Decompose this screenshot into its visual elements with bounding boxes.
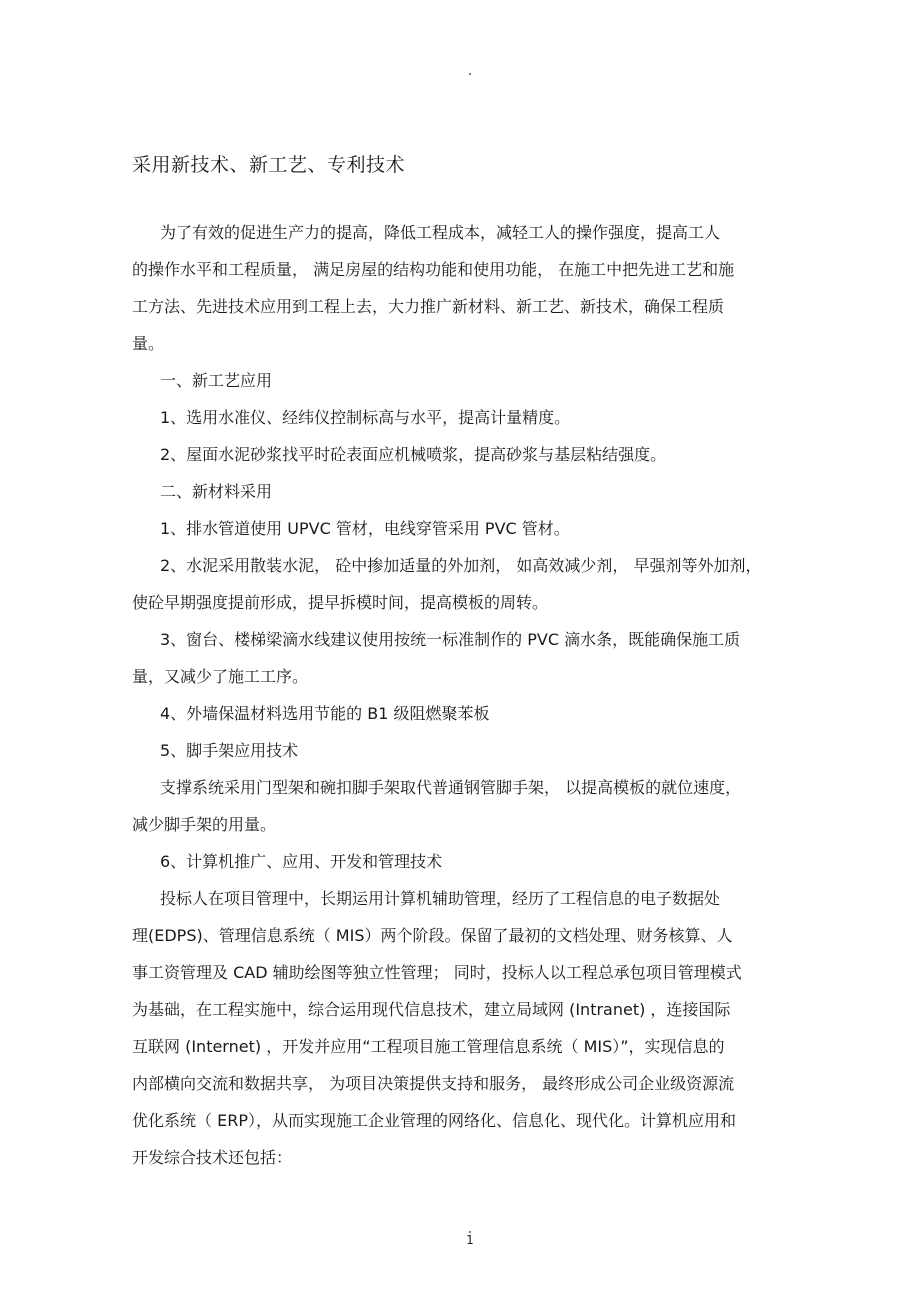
list-item: 1、选用水准仪、经纬仪控制标高与水平，提高计量精度。: [160, 408, 571, 427]
paragraph-line: 互联网 (Internet) ，开发并应用“工程项目施工管理信息系统（ MIS）”，实现信息的: [132, 1037, 725, 1056]
paragraph-line: 的操作水平和工程质量， 满足房屋的结构功能和使用功能， 在施工中把先进工艺和施: [132, 260, 735, 279]
page-number: 1: [466, 1233, 474, 1247]
list-item: 1、排水管道使用 UPVC 管材，电线穿管采用 PVC 管材。: [160, 519, 570, 538]
page-title: 采用新技术、新工艺、专利技术: [132, 154, 406, 176]
paragraph-line: 使砼早期强度提前形成，提早拆模时间，提高模板的周转。: [132, 593, 549, 612]
paragraph-line: 为了有效的促进生产力的提高，降低工程成本，减轻工人的操作强度，提高工人: [160, 223, 721, 242]
paragraph-line: 量，又减少了施工工序。: [132, 667, 309, 686]
list-item: 6、计算机推广、应用、开发和管理技术: [160, 852, 443, 871]
list-item: 2、屋面水泥砂浆找平时砼表面应机械喷浆，提高砂浆与基层粘结强度。: [160, 445, 667, 464]
paragraph-line: 内部横向交流和数据共享， 为项目决策提供支持和服务， 最终形成公司企业级资源流: [132, 1074, 735, 1093]
paragraph-line: 工方法、先进技术应用到工程上去，大力推广新材料、新工艺、新技术，确保工程质: [132, 297, 725, 316]
paragraph-line: 理(EDPS)、管理信息系统（ MIS）两个阶段。保留了最初的文档处理、财务核算、人: [132, 926, 733, 945]
document-body: [132, 214, 802, 1176]
paragraph-line: 优化系统（ ERP），从而实现施工企业管理的网络化、信息化、现代化。计算机应用和: [132, 1111, 736, 1130]
paragraph-line: 为基础，在工程实施中，综合运用现代信息技术，建立局域网 (Intranet) ，连接国际: [132, 1000, 731, 1019]
paragraph-line: 支撑系统采用门型架和碗扣脚手架取代普通钢管脚手架， 以提高模板的就位速度，: [160, 778, 742, 797]
section-heading: 二、新材料采用: [160, 482, 273, 501]
list-item: 4、外墙保温材料选用节能的 B1 级阻燃聚苯板: [160, 704, 490, 723]
paragraph-line: 量。: [132, 334, 165, 353]
paragraph-line: 开发综合技术还包括：: [132, 1148, 293, 1167]
list-item: 2、水泥采用散装水泥， 砼中掺加适量的外加剂， 如高效减少剂， 早强剂等外加剂，: [160, 556, 762, 575]
paragraph-line: 事工资管理及 CAD 辅助绘图等独立性管理； 同时，投标人以工程总承包项目管理模式: [132, 963, 742, 982]
paragraph-line: 投标人在项目管理中，长期运用计算机辅助管理，经历了工程信息的电子数据处: [160, 889, 721, 908]
list-item: 3、窗台、楼梯梁滴水线建议使用按统一标准制作的 PVC 滴水条，既能确保施工质: [160, 630, 741, 649]
section-heading: 一、新工艺应用: [160, 371, 273, 390]
top-dot: [469, 73, 471, 75]
paragraph-line: 减少脚手架的用量。: [132, 815, 277, 834]
list-item: 5、脚手架应用技术: [160, 741, 299, 760]
